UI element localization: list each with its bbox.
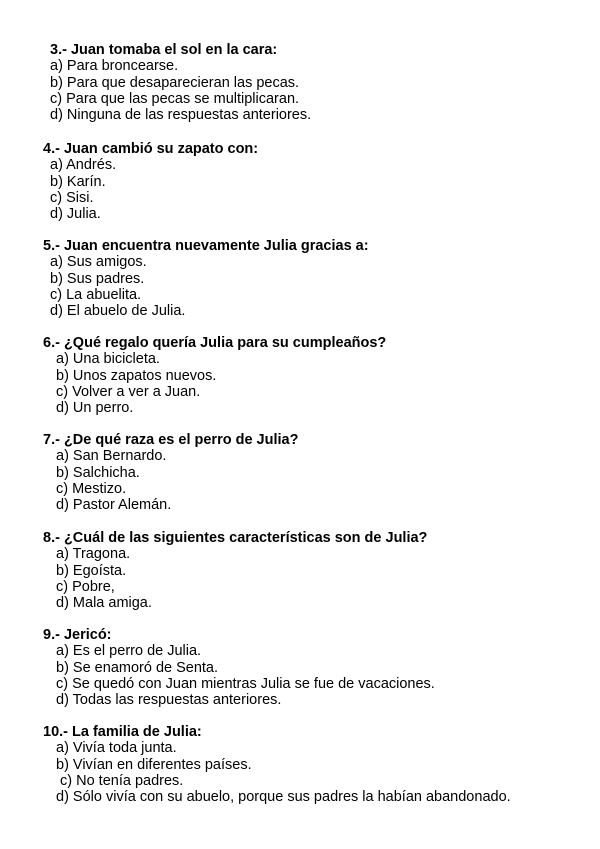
option-c: c) La abuelita.: [50, 286, 142, 303]
question-7: [0, 432, 600, 513]
question-3: [0, 42, 600, 123]
question-title: 10.- La familia de Julia:: [43, 724, 202, 740]
option-b: b) Sus padres.: [50, 270, 145, 287]
option-d: d) Sólo vivía con su abuelo, porque sus padres la habían abandonado.: [56, 789, 511, 806]
option-b: b) Vivían en diferentes países.: [56, 756, 252, 773]
option-c: c) Para que las pecas se multiplicaran.: [50, 90, 300, 107]
option-d: d) Pastor Alemán.: [56, 497, 172, 514]
option-b: b) Karín.: [50, 173, 106, 190]
question-title: 7.- ¿De qué raza es el perro de Julia?: [43, 432, 299, 448]
option-d: d) Todas las respuestas anteriores.: [56, 692, 282, 709]
question-4: [0, 141, 600, 222]
option-b: b) Se enamoró de Senta.: [56, 659, 219, 676]
question-8: [0, 530, 600, 611]
option-d: d) Julia.: [50, 206, 101, 223]
option-b: b) Para que desaparecieran las pecas.: [50, 74, 300, 91]
option-a: a) Es el perro de Julia.: [56, 643, 202, 660]
question-title: 9.- Jericó:: [43, 627, 112, 643]
question-5: [0, 238, 600, 319]
question-title: 3.- Juan tomaba el sol en la cara:: [50, 42, 278, 58]
question-title: 6.- ¿Qué regalo quería Julia para su cumpleaños?: [43, 335, 387, 351]
option-c: c) Sisi.: [50, 189, 94, 206]
question-6: [0, 335, 600, 416]
option-c: c) Mestizo.: [56, 480, 127, 497]
option-b: b) Salchicha.: [56, 464, 140, 481]
option-c: c) No tenía padres.: [60, 772, 184, 789]
option-c: c) Volver a ver a Juan.: [56, 383, 201, 400]
option-c: c) Pobre,: [56, 578, 115, 595]
option-b: b) Unos zapatos nuevos.: [56, 367, 217, 384]
option-b: b) Egoísta.: [56, 562, 127, 579]
option-a: a) Para broncearse.: [50, 58, 179, 75]
option-a: a) Andrés.: [50, 157, 117, 174]
option-d: d) Ninguna de las respuestas anteriores.: [50, 107, 312, 124]
option-a: a) Tragona.: [56, 546, 131, 563]
question-title: 4.- Juan cambió su zapato con:: [43, 141, 259, 157]
question-title: 8.- ¿Cuál de las siguientes características son de Julia?: [43, 530, 428, 546]
question-title: 5.- Juan encuentra nuevamente Julia gracias a:: [43, 238, 369, 254]
question-9: [0, 627, 600, 708]
option-a: a) Sus amigos.: [50, 254, 147, 271]
option-d: d) El abuelo de Julia.: [50, 303, 186, 320]
option-d: d) Mala amiga.: [56, 595, 152, 612]
option-c: c) Se quedó con Juan mientras Julia se fue de vacaciones.: [56, 675, 435, 692]
option-d: d) Un perro.: [56, 400, 134, 417]
option-a: a) San Bernardo.: [56, 448, 167, 465]
question-10: [0, 724, 600, 805]
option-a: a) Una bicicleta.: [56, 351, 160, 368]
option-a: a) Vivía toda junta.: [56, 740, 177, 757]
